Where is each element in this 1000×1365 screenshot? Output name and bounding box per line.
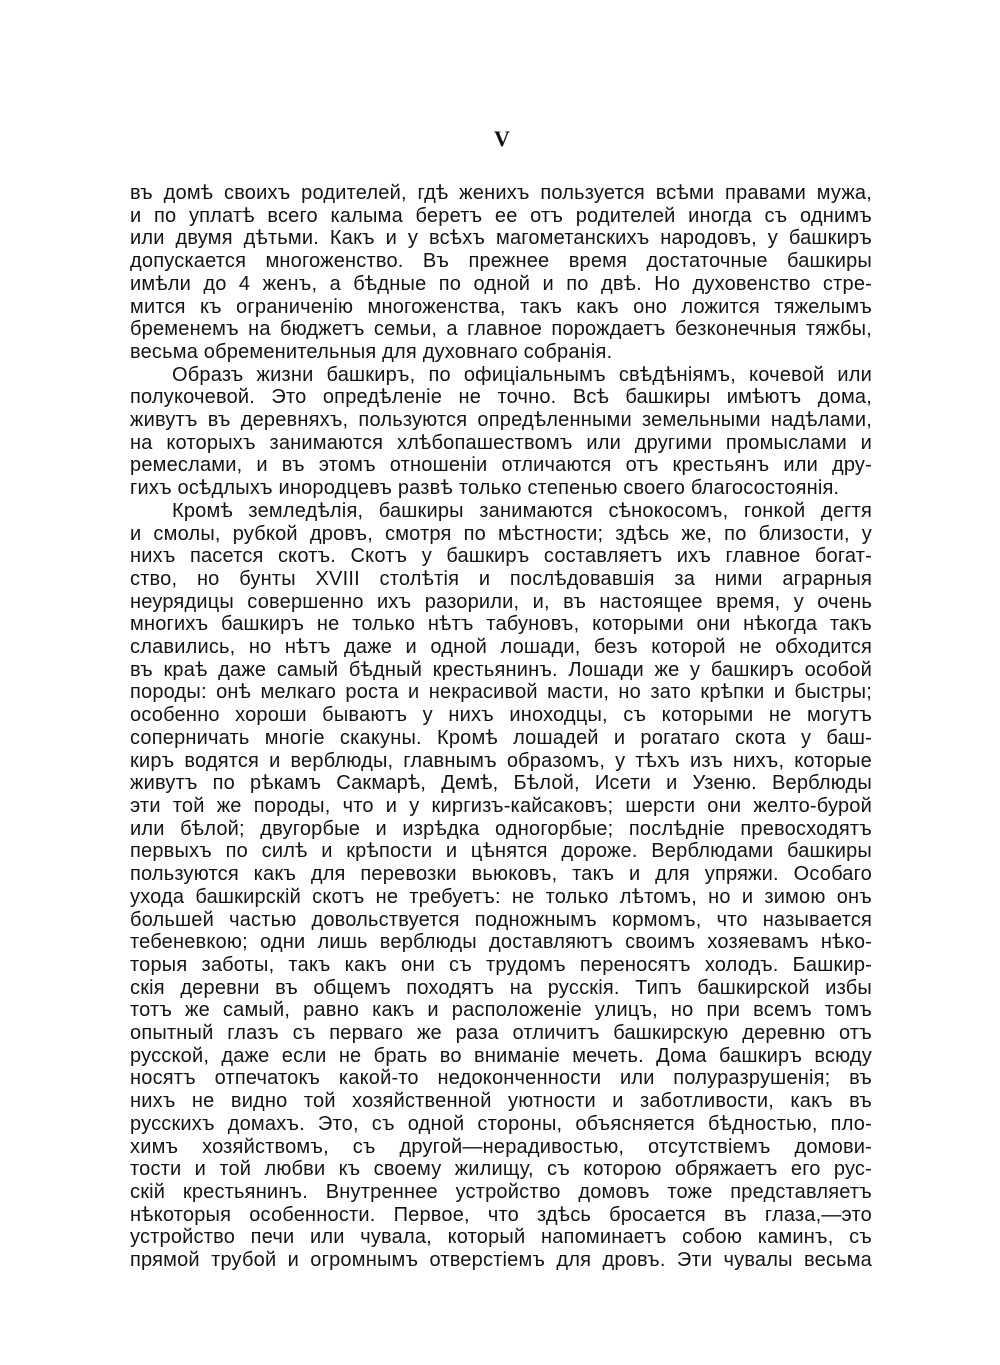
text-line: особенно хороши бываютъ у нихъ иноходцы, съ которыми не могутъ [130,704,872,727]
paragraph [130,182,872,364]
paragraph [130,364,872,500]
text-line: тости и той любви къ своему жилищу, съ которою обряжаетъ его рус- [130,1158,872,1181]
text-line: ство, но бунты XVIII столѣтія и послѣдовавшія за ними аграрныя [130,567,872,590]
text-line: Образъ жизни башкиръ, по офиціальнымъ свѣдѣніямъ, кочевой или [172,363,872,386]
text-line: большей частью довольствуется подножнымъ кормомъ, что называется [130,908,872,931]
text-line: и смолы, рубкой дровъ, смотря по мѣстности; здѣсь же, по близости, у [130,522,872,545]
text-line: на которыхъ занимаются хлѣбопашествомъ или другими промыслами и [130,431,872,454]
text-line: первыхъ по силѣ и крѣпости и цѣнятся дороже. Верблюдами башкиры [130,840,872,863]
text-line: имѣли до 4 женъ, а бѣдные по одной и по двѣ. Но духовенство стре- [130,272,872,295]
text-line: живутъ по рѣкамъ Сакмарѣ, Демѣ, Бѣлой, Исети и Узеню. Верблюды [130,772,872,795]
text-line: носятъ отпечатокъ какой-то недоконченности или полуразрушенія; въ [130,1067,872,1090]
text-line: тебеневкою; одни лишь верблюды доставляютъ своимъ хозяевамъ нѣко- [130,931,872,954]
text-line: гихъ осѣдлыхъ инородцевъ развѣ только степенью своего благосостоянія. [130,477,840,500]
text-line: скія деревни въ общемъ походятъ на русскія. Типъ башкирской избы [130,976,872,999]
text-line: соперничать многіе скакуны. Кромѣ лошадей и рогатаго скота у баш- [130,726,872,749]
text-line: ухода башкирскій скотъ не требуетъ: не только лѣтомъ, но и зимою онъ [130,885,872,908]
text-line: допускается многоженство. Въ прежнее время достаточные башкиры [130,250,872,273]
page-number: V [494,126,510,151]
text-line: полукочевой. Это опредѣленіе не точно. Всѣ башкиры имѣютъ дома, [130,386,872,409]
text-line: нихъ не видно той хозяйственной уютности и заботливости, какъ въ [130,1090,872,1113]
text-line: прямой трубой и огромнымъ отверстіемъ для дровъ. Эти чувалы весьма [130,1249,872,1272]
text-line: весьма обременительныя для духовнаго собранія. [130,340,613,363]
text-line: или двумя дѣтьми. Какъ и у всѣхъ магометанскихъ народовъ, у башкиръ [130,227,872,250]
text-line: опытный глазъ съ перваго же раза отличитъ башкирскую деревню отъ [130,1022,872,1045]
text-line: неурядицы совершенно ихъ разорили, и, въ настоящее время, у очень [130,590,872,613]
text-line: въ домѣ своихъ родителей, гдѣ женихъ пользуется всѣми правами мужа, [130,182,872,204]
text-line: многихъ башкиръ не только нѣтъ табуновъ, которыми они нѣкогда такъ [130,613,872,636]
text-line: въ краѣ даже самый бѣдный крестьянинъ. Лошади же у башкиръ особой [130,658,872,681]
text-line: и по уплатѣ всего калыма беретъ ее отъ родителей иногда съ однимъ [130,204,872,227]
text-line: ремеслами, и въ этомъ отношеніи отличаются отъ крестьянъ или дру- [130,454,872,477]
text-line: Кромѣ земледѣлія, башкиры занимаются сѣнокосомъ, гонкой дегтя [172,499,872,522]
text-line: устройство печи или чувала, который напоминаетъ собою каминъ, съ [130,1226,872,1249]
text-line: тотъ же самый, равно какъ и расположеніе улицъ, но при всемъ томъ [130,999,872,1022]
text-line: эти той же породы, что и у киргизъ-кайсаковъ; шерсти они желто-бурой [130,794,872,817]
text-line: породы: онѣ мелкаго роста и некрасивой масти, но зато крѣпки и быстры; [130,681,872,704]
text-line: нѣкоторыя особенности. Первое, что здѣсь бросается въ глаза,—это [130,1203,872,1226]
text-line: нихъ пасется скотъ. Скотъ у башкиръ составляетъ ихъ главное богат- [130,545,872,568]
text-line: мится къ ограниченію многоженства, такъ какъ оно ложится тяжелымъ [130,295,872,318]
text-line: русскихъ домахъ. Это, съ одной стороны, объясняется бѣдностью, пло- [130,1112,872,1135]
text-line: живутъ въ деревняхъ, пользуются опредѣленными земельными надѣлами, [130,409,872,432]
paragraph [130,500,872,1272]
text-line: бременемъ на бюджетъ семьи, а главное порождаетъ безконечныя тяжбы, [130,318,872,341]
body-text [130,182,872,1272]
text-line: русской, даже если не брать во вниманіе мечеть. Дома башкиръ всюду [130,1044,872,1067]
text-line: славились, но нѣтъ даже и одной лошади, безъ которой не обходится [130,636,872,659]
text-line: торыя заботы, такъ какъ они съ трудомъ переносятъ холодъ. Башкир- [130,953,872,976]
text-line: киръ водятся и верблюды, главнымъ образомъ, у тѣхъ изъ нихъ, которые [130,749,872,772]
text-line: химъ хозяйствомъ, съ другой—нерадивостью, отсутствіемъ домови- [130,1135,872,1158]
text-line: или бѣлой; двугорбые и изрѣдка одногорбые; послѣдніе превосходятъ [130,817,872,840]
text-line: пользуются какъ для перевозки вьюковъ, такъ и для упряжи. Особаго [130,863,872,886]
text-line: скій крестьянинъ. Внутреннее устройство домовъ тоже представляетъ [130,1180,872,1203]
